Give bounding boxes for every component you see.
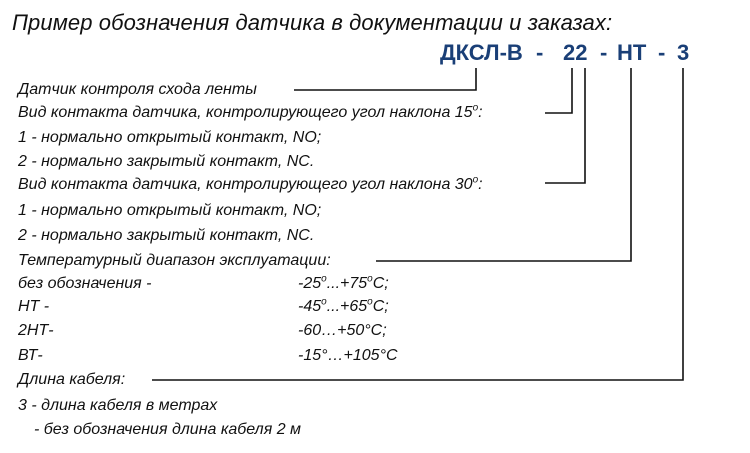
cable-option-default: - без обозначения длина кабеля 2 м (34, 421, 301, 438)
angle30-heading: Вид контакта датчика, контролирующего угол наклона 30$^o$: (18, 174, 483, 193)
connector-model (294, 68, 476, 90)
sensor-description: Датчик контроля схода ленты (18, 81, 257, 98)
code-part-temp: НТ (617, 40, 647, 65)
code-part-cable: 3 (677, 40, 690, 65)
code-separator: - (600, 40, 608, 65)
connector-angle15 (545, 68, 572, 113)
angle30-option-2: 2 - нормально закрытый контакт, NC. (18, 227, 315, 244)
page-title: Пример обозначения датчика в документации и заказах: (12, 10, 613, 35)
angle30-option-1: 1 - нормально открытый контакт, NO; (18, 202, 322, 219)
angle15-option-1: 1 - нормально открытый контакт, NO; (18, 129, 322, 146)
code-part-model: ДКСЛ-В (440, 40, 523, 65)
angle15-heading: Вид контакта датчика, контролирующего угол наклона 15$^o$: (18, 102, 483, 121)
temp-row: без обозначения - $-25^o...+75^oC$; (18, 273, 389, 292)
code-part-angle: 22 (563, 40, 588, 65)
code-separator: - (658, 40, 666, 65)
temp-row: ВТ- -15°…+105°C (18, 347, 398, 364)
connector-temp (376, 68, 631, 261)
connector-angle30 (545, 68, 585, 183)
temp-row: НТ - $-45^o...+65^oC$; (18, 296, 389, 315)
temp-row: 2НТ- -60…+50°C; (18, 322, 387, 339)
temp-heading: Температурный диапазон эксплуатации: (18, 252, 331, 269)
code-separator: - (536, 40, 544, 65)
cable-option-length: 3 - длина кабеля в метрах (18, 397, 218, 414)
cable-heading: Длина кабеля: (18, 371, 126, 388)
angle15-option-2: 2 - нормально закрытый контакт, NC. (18, 153, 315, 170)
